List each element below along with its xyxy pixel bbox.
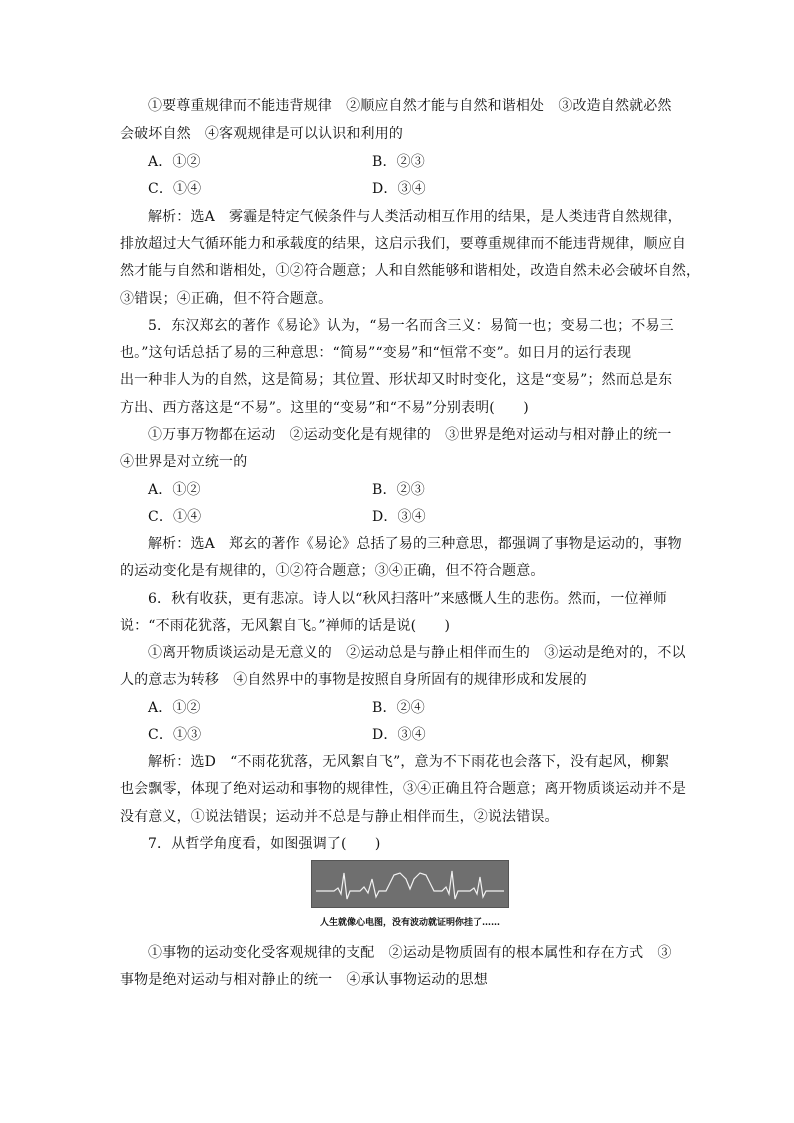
option-d: D．③④ [372, 727, 426, 743]
q4-statements-line-2: 会破坏自然 ④客观规律是可以认识和利用的 [120, 126, 403, 142]
q5-line-2: 也。”这句话总括了易的三种意思：“简易”“变易”和“恒常不变”。如日月的运行表现 [120, 345, 632, 361]
q5-analysis-line-2: 的运动变化是有规律的，①②符合题意；③④正确，但不符合题意。 [120, 563, 545, 579]
q5-line-1: 5．东汉郑玄的著作《易论》认为，“易一名而含三义：易简一也；变易二也；不易三 [148, 318, 674, 334]
option-b: B．②④ [372, 700, 425, 716]
q6-analysis-line-3: 没有意义，①说法错误；运动并不总是与静止相伴而生，②说法错误。 [120, 809, 559, 825]
q5-analysis-line-1: 解析：选A 郑玄的著作《易论》总括了易的三种意思，都强调了事物是运动的，事物 [148, 536, 682, 552]
option-c: C．①③ [148, 727, 202, 743]
q7-statements-line-2: 事物是绝对运动与相对静止的统一 ④承认事物运动的思想 [120, 972, 488, 988]
option-a: A．①② [148, 154, 201, 170]
q6-analysis-line-2: 也会飘零，体现了绝对运动和事物的规律性，③④正确且符合题意；离开物质谈运动并不是 [120, 781, 686, 797]
q6-analysis-line-1: 解析：选D “不雨花犹落，无风絮自飞”，意为不下雨花也会落下，没有起风，柳絮 [148, 754, 670, 770]
option-a: A．①② [148, 482, 201, 498]
q4-analysis-line-4: ③错误；④正确，但不符合题意。 [120, 291, 333, 307]
q6-statements-line-1: ①离开物质谈运动是无意义的 ②运动总是与静止相伴而生的 ③运动是绝对的，不以 [148, 645, 686, 661]
q4-analysis-line-2: 排放超过大气循环能力和承载度的结果，这启示我们，要尊重规律而不能违背规律，顺应自 [120, 236, 686, 252]
q7-statements-line-1: ①事物的运动变化受客观规律的支配 ②运动是物质固有的根本属性和存在方式 ③ [148, 945, 672, 961]
q5-statements-line-2: ④世界是对立统一的 [120, 454, 248, 470]
ecg-line-icon [312, 861, 508, 907]
figure-caption: 人生就像心电图，没有波动就证明你挂了…… [319, 918, 500, 928]
option-c: C．①④ [148, 181, 202, 197]
option-d: D．③④ [372, 181, 426, 197]
option-a: A．①② [148, 700, 201, 716]
q4-analysis-line-1: 解析：选A 雾霾是特定气候条件与人类活动相互作用的结果，是人类违背自然规律， [148, 209, 682, 225]
option-c: C．①④ [148, 509, 202, 525]
q6-line-2: 说：“不雨花犹落，无风絮自飞。”禅师的话是说( ) [120, 618, 451, 634]
q4-statements-line-1: ①要尊重规律而不能违背规律 ②顺应自然才能与自然和谐相处 ③改造自然就必然 [148, 98, 672, 114]
q7-line-1: 7．从哲学角度看，如图强调了( ) [148, 836, 381, 852]
q6-statements-line-2: 人的意志为转移 ④自然界中的事物是按照自身所固有的规律形成和发展的 [120, 672, 587, 688]
option-b: B．②③ [372, 482, 425, 498]
q4-analysis-line-3: 然才能与自然和谐相处，①②符合题意；人和自然能够和谐相处，改造自然未必会破坏自然， [120, 263, 701, 279]
q5-statements-line-1: ①万事万物都在运动 ②运动变化是有规律的 ③世界是绝对运动与相对静止的统一 [148, 427, 672, 443]
q5-line-3: 出一种非人为的自然，这是简易；其位置、形状却又时时变化，这是“变易”；然而总是东 [120, 372, 673, 388]
ecg-heart-figure [311, 860, 509, 908]
q5-line-4: 方出、西方落这是“不易”。这里的“变易”和“不易”分别表明( ) [120, 400, 529, 416]
option-d: D．③④ [372, 509, 426, 525]
q6-line-1: 6．秋有收获，更有悲凉。诗人以“秋风扫落叶”来感慨人生的悲伤。然而，一位禅师 [148, 591, 667, 607]
option-b: B．②③ [372, 154, 425, 170]
